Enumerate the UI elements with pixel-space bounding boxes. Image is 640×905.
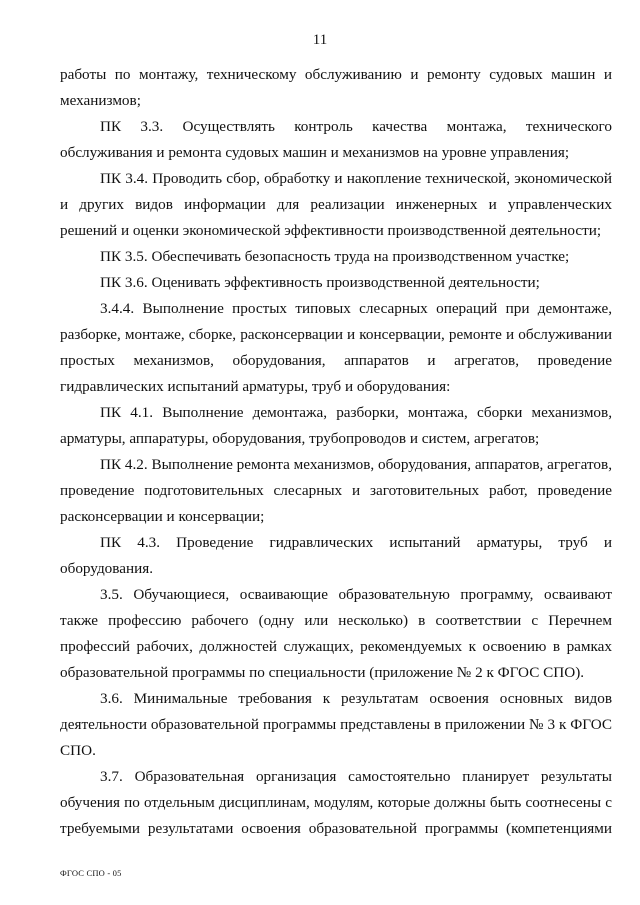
paragraph-pk-4-1: ПК 4.1. Выполнение демонтажа, разборки, монтажа, сборки механизмов, арматуры, аппаратуры, оборудования, трубопроводов и систем, агрегатов; bbox=[60, 404, 612, 447]
footer-code: ФГОС СПО - 05 bbox=[60, 868, 122, 878]
paragraph-pk-3-3: ПК 3.3. Осуществлять контроль качества монтажа, технического обслуживания и ремонта судовых машин и механизмов на уровне управления; bbox=[60, 118, 612, 161]
paragraph-pk-3-5: ПК 3.5. Обеспечивать безопасность труда на производственном участке; bbox=[100, 248, 570, 265]
paragraph-pk-4-2: ПК 4.2. Выполнение ремонта механизмов, оборудования, аппаратов, агрегатов, проведение подготовительных слесарных и заготовительных работ, проведение расконсервации и консервации; bbox=[60, 456, 612, 525]
paragraph-pk-4-3: ПК 4.3. Проведение гидравлических испытаний арматуры, труб и оборудования. bbox=[60, 534, 612, 577]
paragraph-3-4-4: 3.4.4. Выполнение простых типовых слесарных операций при демонтаже, разборке, монтаже, сборке, расконсервации и консервации, ремонте и обслуживании простых механизмов, оборудования, аппаратов и агрегатов, проведение гидравлических испытаний арматуры, труб и оборудования: bbox=[60, 300, 612, 395]
paragraph-pk-3-4: ПК 3.4. Проводить сбор, обработку и накопление технической, экономической и других видов информации для реализации инженерных и управленческих решений и оценки экономической эффективности производственной деятельности; bbox=[60, 170, 612, 239]
paragraph-3-7: 3.7. Образовательная организация самостоятельно планирует результаты обучения по отдельным дисциплинам, модулям, которые должны быть соотнесены с требуемыми результатами освоения образовательной программы (компетенциями bbox=[60, 768, 612, 837]
paragraph-3-6: 3.6. Минимальные требования к результатам освоения основных видов деятельности образовательной программы представлены в приложении № 3 к ФГОС СПО. bbox=[60, 690, 612, 759]
paragraph-intro: работы по монтажу, техническому обслуживанию и ремонту судовых машин и механизмов; bbox=[60, 66, 612, 109]
paragraph-pk-3-6: ПК 3.6. Оценивать эффективность производственной деятельности; bbox=[100, 274, 540, 291]
page-number: 11 bbox=[312, 32, 328, 48]
body-text bbox=[60, 62, 612, 842]
paragraph-3-5: 3.5. Обучающиеся, осваивающие образовательную программу, осваивают также профессию рабочего (одну или несколько) в соответствии с Перечнем профессий рабочих, должностей служащих, рекомендуемых к освоению в рамках образовательной программы по специальности (приложение № 2 к ФГОС СПО). bbox=[60, 586, 612, 681]
